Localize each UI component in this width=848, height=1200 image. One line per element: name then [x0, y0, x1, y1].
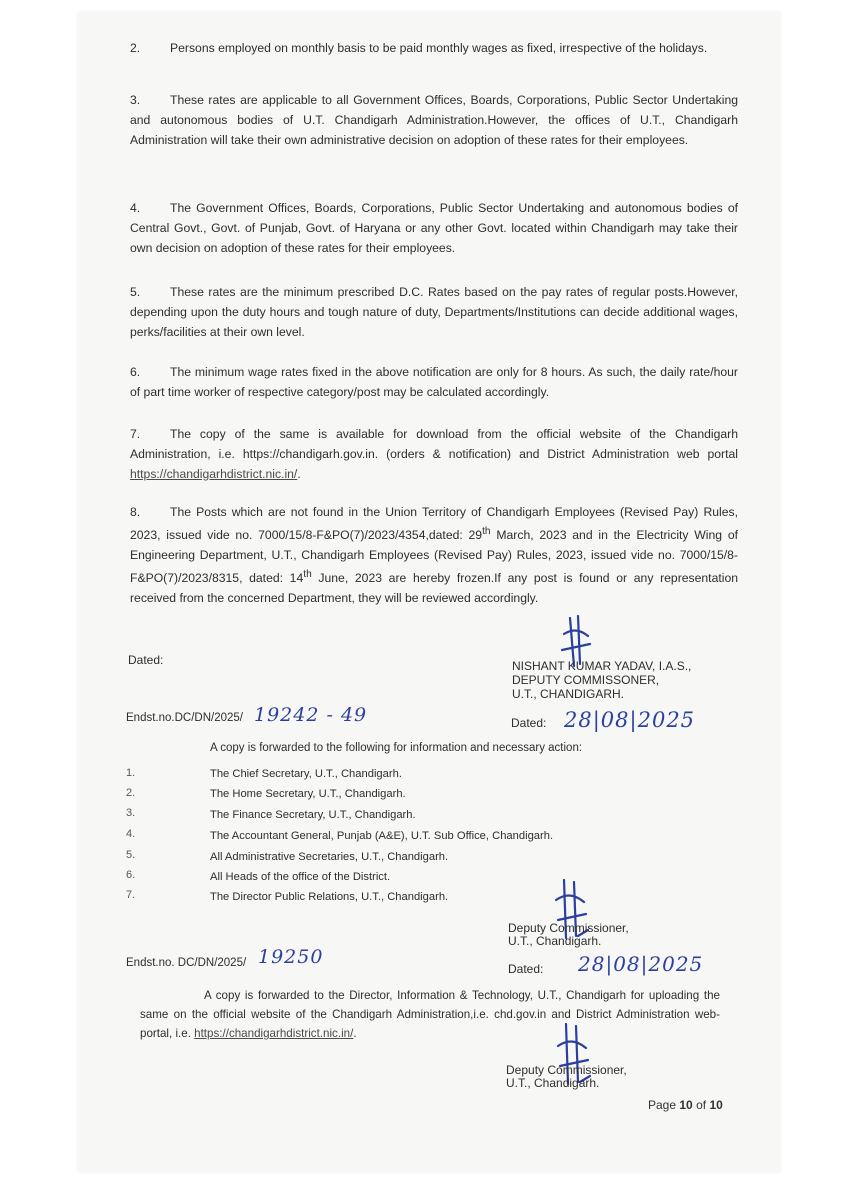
endst-dated-label: Dated:	[508, 962, 544, 976]
list-number: 6.	[126, 869, 136, 881]
paragraph-text: The minimum wage rates fixed in the above notification are only for 8 hours. As such, the daily rate/hour of part time worker of respective category/post may be calculated accordingly.	[130, 365, 738, 399]
district-portal-link[interactable]: https://chandigarhdistrict.nic.in/	[130, 467, 298, 481]
paragraph-2	[130, 38, 738, 58]
signoff-title: Deputy Commissioner,	[506, 1063, 627, 1077]
paragraph-text: June, 2023 are hereby frozen.If any post is found or any representation received from the concerned Department, they will be reviewed accordingly.	[130, 571, 738, 606]
handwritten-endst-number: 19250	[258, 946, 324, 968]
paragraph-number: 7.	[130, 427, 141, 441]
handwritten-date: 28|08|2025	[578, 952, 704, 976]
forward-intro: A copy is forwarded to the following for information and necessary action:	[210, 742, 583, 754]
signoff-title: Deputy Commissioner,	[508, 921, 629, 935]
page-label: Page	[648, 1098, 677, 1112]
superscript: th	[482, 526, 491, 537]
list-item: The Chief Secretary, U.T., Chandigarh.	[210, 768, 402, 780]
paragraph-text: March, 2023 and in the Electricity Wing of Engineering Department, U.T., Chandigarh Employees (Revised Pay) Rules, 2023, issued vide no. 7000/15/8-F&PO(7)/2023/8315, dated: 14	[130, 528, 738, 586]
list-item: The Home Secretary, U.T., Chandigarh.	[210, 788, 406, 800]
paragraph-6	[130, 362, 738, 402]
paragraph-text: These rates are applicable to all Government Offices, Boards, Corporations, Public Sector Undertaking and autonomous bodies of U.T. Chandigarh Administration.However, the offices of U.T., Chandigarh Administration will take their own administrative decision on adoption of these rates for their employees.	[130, 93, 738, 147]
paragraph-text-end: .	[297, 467, 301, 481]
paragraph-7	[130, 424, 738, 484]
list-item: The Finance Secretary, U.T., Chandigarh.	[210, 809, 416, 821]
paragraph-number: 8.	[130, 505, 141, 519]
page-number	[648, 1098, 723, 1112]
district-portal-link[interactable]: https://chandigarhdistrict.nic.in/	[194, 1027, 354, 1040]
paragraph-text: A copy is forwarded to the Director, Information & Technology, U.T., Chandigarh for uploading the same on the official website of the Chandigarh Administration,i.e. chd.gov.in and District Administration web-portal, i.e.	[140, 989, 720, 1040]
officer-place: U.T., CHANDIGARH.	[512, 687, 625, 701]
endst-number-label: Endst.no.DC/DN/2025/	[126, 712, 243, 724]
list-item: All Administrative Secretaries, U.T., Chandigarh.	[210, 851, 449, 863]
paragraph-text: These rates are the minimum prescribed D.C. Rates based on the pay rates of regular posts.However, depending upon the duty hours and tough nature of duty, Departments/Institutions can decide additional wages, perks/facilities at their own level.	[130, 285, 738, 339]
paragraph-number: 3.	[130, 93, 141, 107]
officer-name: NISHANT KUMAR YADAV, I.A.S.,	[512, 659, 692, 673]
list-number: 3.	[126, 807, 136, 819]
officer-designation: DEPUTY COMMISSONER,	[512, 673, 660, 687]
handwritten-date: 28|08|2025	[564, 708, 696, 732]
page-total: 10	[709, 1098, 723, 1112]
list-number: 4.	[126, 828, 136, 840]
paragraph-text: The Posts which are not found in the Union Territory of Chandigarh Employees (Revised Pay) Rules, 2023, issued vide no. 7000/15/8-F&PO(7)/2023/4354,dated: 29	[130, 505, 738, 543]
paragraph-5	[130, 282, 738, 342]
paragraph-3	[130, 90, 738, 150]
paragraph-number: 2.	[130, 41, 141, 55]
paragraph-text: Persons employed on monthly basis to be paid monthly wages as fixed, irrespective of the holidays.	[170, 41, 708, 55]
list-item: All Heads of the office of the District.	[210, 871, 391, 883]
list-number: 7.	[126, 889, 136, 901]
paragraph-4	[130, 198, 738, 258]
endst-number-label: Endst.no. DC/DN/2025/	[126, 957, 247, 969]
paragraph-8	[130, 502, 738, 608]
forward-paragraph	[140, 986, 720, 1043]
list-number: 2.	[126, 787, 136, 799]
list-item: The Director Public Relations, U.T., Chandigarh.	[210, 891, 449, 903]
list-number: 1.	[126, 767, 136, 779]
dated-label: Dated:	[128, 653, 164, 667]
handwritten-endst-number: 19242 - 49	[254, 704, 368, 726]
page-current: 10	[679, 1098, 693, 1112]
endst-dated-label: Dated:	[511, 716, 547, 730]
paragraph-number: 6.	[130, 365, 141, 379]
paragraph-number: 4.	[130, 201, 141, 215]
signoff-place: U.T., Chandigarh.	[508, 934, 602, 948]
list-item: The Accountant General, Punjab (A&E), U.T. Sub Office, Chandigarh.	[210, 830, 554, 842]
page-of: of	[696, 1098, 707, 1112]
paragraph-number: 5.	[130, 285, 141, 299]
list-number: 5.	[126, 849, 136, 861]
signoff-place: U.T., Chandigarh.	[506, 1076, 600, 1090]
superscript: th	[303, 569, 312, 581]
paragraph-text-end: .	[353, 1027, 357, 1040]
paragraph-text: The copy of the same is available for download from the official website of the Chandigarh Administration, i.e. https://chandigarh.gov.in. (orders & notification) and District Administration web portal	[130, 427, 738, 461]
paragraph-text: The Government Offices, Boards, Corporations, Public Sector Undertaking and autonomous bodies of Central Govt., Govt. of Punjab, Govt. of Haryana or any other Govt. located within Chandigarh may take their own decision on adoption of these rates for their employees.	[130, 201, 738, 255]
